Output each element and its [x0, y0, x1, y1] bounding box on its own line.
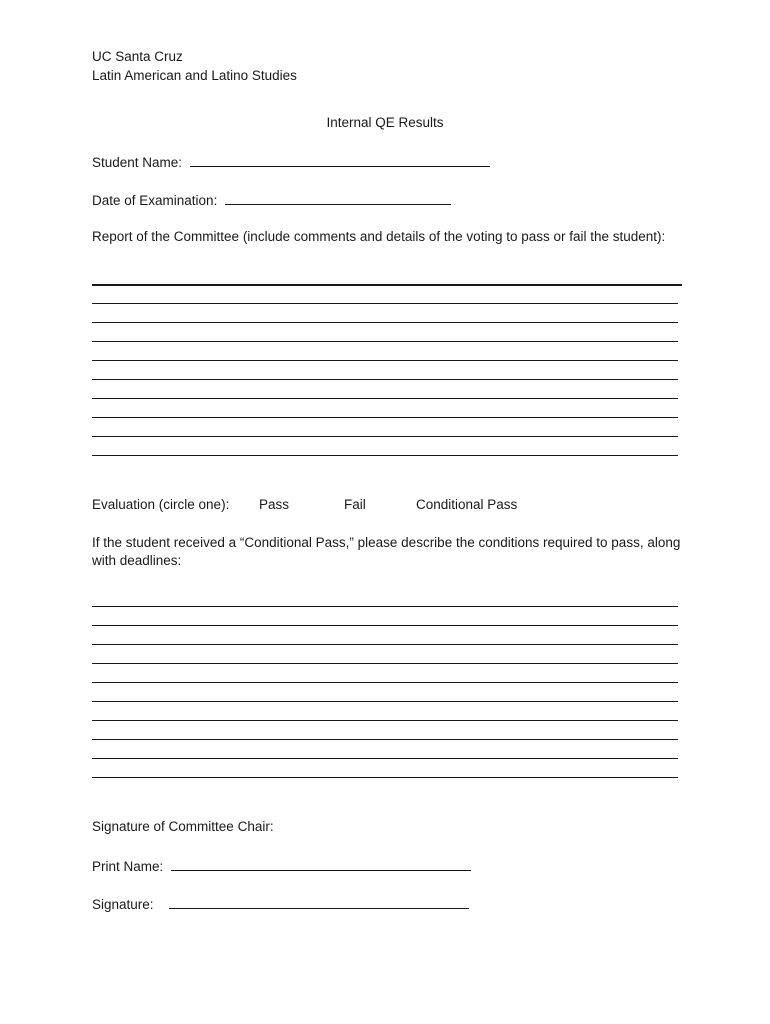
conditional-line[interactable] — [92, 758, 678, 759]
signature-section-label: Signature of Committee Chair: — [92, 819, 274, 834]
exam-date-label: Date of Examination: — [92, 193, 218, 208]
evaluation-option-fail[interactable]: Fail — [344, 497, 366, 512]
conditional-line[interactable] — [92, 701, 678, 702]
report-line[interactable] — [92, 322, 678, 323]
report-label: Report of the Committee (include comments and details of the voting to pass or fail the student): — [92, 229, 666, 244]
conditional-line[interactable] — [92, 777, 678, 778]
exam-date-row — [92, 190, 451, 210]
evaluation-label: Evaluation (circle one): — [92, 497, 230, 512]
conditional-line[interactable] — [92, 720, 678, 721]
print-name-field[interactable] — [171, 856, 471, 871]
evaluation-option-pass[interactable]: Pass — [259, 497, 290, 512]
department-name: Latin American and Latino Studies — [92, 68, 297, 83]
institution-name: UC Santa Cruz — [92, 49, 183, 64]
report-line[interactable] — [92, 341, 678, 342]
print-name-row — [92, 856, 471, 876]
conditional-line[interactable] — [92, 682, 678, 683]
conditional-line[interactable] — [92, 663, 678, 664]
report-line[interactable] — [92, 455, 678, 456]
report-line[interactable] — [92, 417, 678, 418]
signature-label: Signature: — [92, 897, 154, 912]
signature-row — [92, 894, 469, 914]
conditional-line[interactable] — [92, 606, 678, 607]
report-line[interactable] — [92, 398, 678, 399]
report-line[interactable] — [92, 436, 678, 437]
evaluation-option-conditional[interactable]: Conditional Pass — [416, 497, 518, 512]
report-line[interactable] — [92, 379, 678, 380]
report-line[interactable] — [92, 360, 678, 361]
student-name-field[interactable] — [190, 152, 490, 167]
report-line[interactable] — [92, 284, 682, 286]
student-name-label: Student Name: — [92, 155, 183, 170]
conditional-line[interactable] — [92, 739, 678, 740]
conditional-line[interactable] — [92, 644, 678, 645]
student-name-row — [92, 152, 490, 172]
signature-field[interactable] — [169, 894, 469, 909]
report-line[interactable] — [92, 303, 678, 304]
conditional-line[interactable] — [92, 625, 678, 626]
print-name-label: Print Name: — [92, 859, 164, 874]
exam-date-field[interactable] — [225, 190, 451, 205]
form-title: Internal QE Results — [326, 115, 444, 130]
conditional-label: If the student received a “Conditional Pass,” please describe the conditions required to pass, along with deadlines: — [92, 535, 681, 568]
